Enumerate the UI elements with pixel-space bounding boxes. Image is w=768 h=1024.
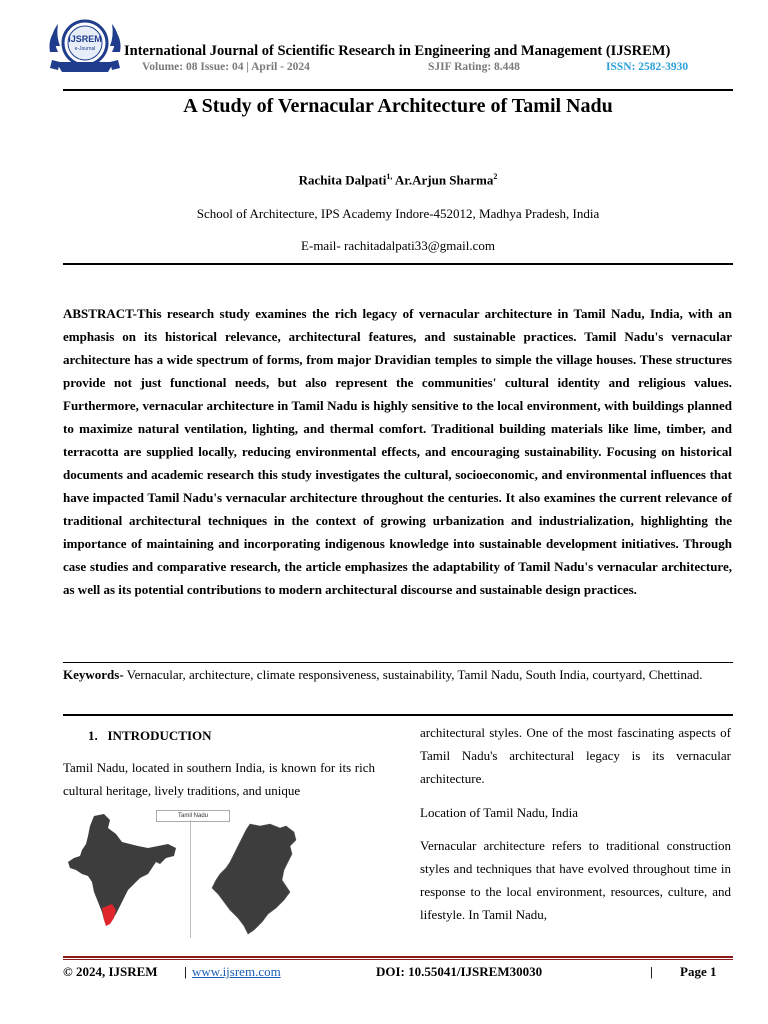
footer-separator: | bbox=[184, 964, 187, 979]
section-number: 1. bbox=[88, 728, 98, 743]
figure-caption: Location of Tamil Nadu, India bbox=[420, 805, 579, 820]
intro-right-text-2: Vernacular architecture refers to traditional construction styles and techniques that have evolved throughout time in response to the local environment, resources, culture, and lifestyle. In Tamil Nadu, bbox=[420, 838, 731, 922]
keywords-rule-top bbox=[63, 662, 733, 663]
india-outline bbox=[68, 814, 176, 924]
tamil-nadu-map bbox=[210, 822, 306, 936]
author-2-affil: 2 bbox=[493, 172, 498, 181]
svg-text:e-Journal: e-Journal bbox=[74, 46, 96, 52]
keywords bbox=[63, 664, 732, 686]
map-divider bbox=[190, 820, 191, 938]
svg-text:IJSREM: IJSREM bbox=[68, 34, 102, 44]
footer-rule-1 bbox=[63, 956, 733, 958]
footer-website[interactable] bbox=[192, 964, 281, 980]
author-2: Ar.Arjun Sharma bbox=[392, 172, 494, 188]
authors bbox=[63, 172, 733, 188]
intro-left-text: Tamil Nadu, located in southern India, is known for its rich cultural heritage, lively traditions, and unique bbox=[63, 760, 375, 798]
footer-separator-2: | bbox=[650, 964, 653, 979]
footer-copyright: © 2024, IJSREM bbox=[63, 964, 158, 979]
author-1: Rachita Dalpati bbox=[298, 172, 387, 188]
map-label: Tamil Nadu bbox=[156, 810, 230, 822]
affiliation: School of Architecture, IPS Academy Indore-452012, Madhya Pradesh, India bbox=[196, 206, 600, 221]
keywords-label: Keywords- bbox=[63, 667, 124, 682]
journal-logo bbox=[46, 16, 124, 76]
section-heading bbox=[88, 728, 212, 744]
author-1-affil: 1, bbox=[386, 172, 393, 181]
tamil-nadu-highlight bbox=[102, 904, 116, 926]
tamil-nadu-outline bbox=[212, 824, 296, 934]
section-title: INTRODUCTION bbox=[107, 728, 212, 743]
page-number: Page 1 bbox=[680, 964, 717, 979]
author-email: E-mail- rachitadalpati33@gmail.com bbox=[301, 238, 495, 253]
keywords-text: Vernacular, architecture, climate responsiveness, sustainability, Tamil Nadu, South India, courtyard, Chettinad. bbox=[123, 667, 703, 682]
website-link[interactable]: www.ijsrem.com bbox=[192, 964, 281, 979]
sjif-rating: SJIF Rating: 8.448 bbox=[428, 61, 520, 73]
india-map bbox=[64, 812, 180, 932]
journal-title: International Journal of Scientific Research in Engineering and Management (IJSREM) bbox=[124, 43, 671, 59]
keywords-rule-bottom bbox=[63, 714, 733, 716]
abstract: ABSTRACT-This research study examines the rich legacy of vernacular architecture in Tamil Nadu, India, with an emphasis on its historical relevance, architectural features, and sustainable practices. Tamil Nadu's vernacular architecture has a wide spectrum of forms, from major Dravidian temples to simple the village houses. These structures provide not just functional needs, but also represent the communities' cultural identity and religious values. Furthermore, vernacular architecture in Tamil Nadu is highly sensitive to the local environment, with buildings planned to maximize natural ventilation, lighting, and thermal comfort. Traditional building materials like lime, timber, and terracotta are supplied locally, reducing environmental effects, and encouraging sustainability. Focusing on historical documents and academic research this study investigates the cultural, socioeconomic, and environmental influences that have impacted Tamil Nadu's vernacular architecture throughout the centuries. It also examines the current relevance of traditional architectural techniques in the context of growing urbanization and industrialization, highlighting the importance of maintaining and incorporating indigenous knowledge into sustainable development initiatives. Through case studies and comparative research, the article emphasizes the adaptability of Tamil Nadu's vernacular architecture, as well as its potential contributions to modern architectural discourse and sustainable design practices. bbox=[63, 306, 732, 597]
title-rule bbox=[63, 263, 733, 265]
footer-rule-2 bbox=[63, 959, 733, 960]
volume-info: Volume: 08 Issue: 04 | April - 2024 bbox=[142, 61, 310, 73]
intro-right-text-1: architectural styles. One of the most fascinating aspects of Tamil Nadu's architectural legacy is its vernacular architecture. bbox=[420, 725, 731, 786]
footer-doi: DOI: 10.55041/IJSREM30030 bbox=[376, 964, 543, 979]
paper-title: A Study of Vernacular Architecture of Tamil Nadu bbox=[183, 95, 613, 117]
header-rule bbox=[63, 89, 733, 91]
issn: ISSN: 2582-3930 bbox=[606, 61, 689, 73]
